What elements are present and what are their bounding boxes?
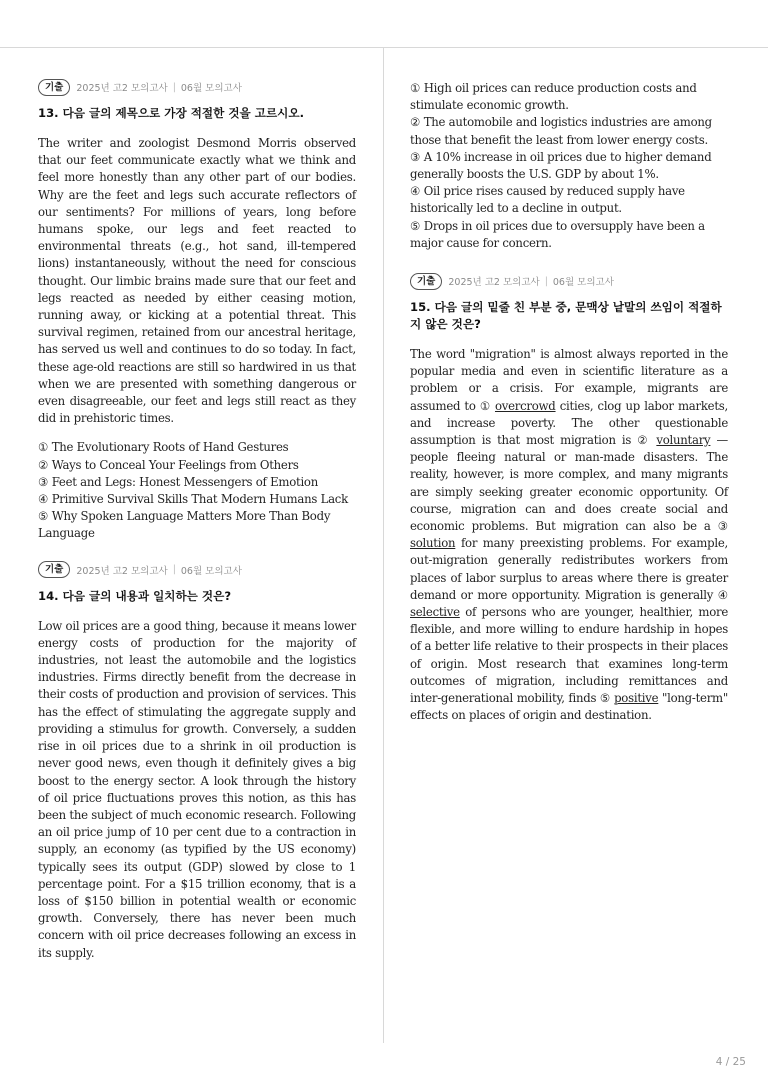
question-meta [38, 561, 356, 579]
passage-text: The word "migration" is almost always reported in the popular media and even in scientific literature as a problem or a crisis. For example, migrants are assumed to ① [410, 347, 728, 413]
question-14 [38, 561, 356, 962]
source-badge: 기출 [38, 561, 70, 578]
exam-month: 06월 모의고사 [180, 83, 242, 94]
q14-answer-options [410, 80, 728, 252]
question-meta [410, 272, 728, 290]
exam-year: 2025년 고2 모의고사 [76, 565, 168, 577]
option-1[interactable]: ① High oil prices can reduce production costs and stimulate economic growth. [410, 81, 697, 113]
exam-month: 06월 모의고사 [552, 277, 614, 289]
right-column [410, 80, 728, 743]
header-divider [0, 47, 768, 48]
question-15 [410, 272, 728, 724]
exam-month: 06월 모의고사 [180, 565, 242, 577]
answer-options [38, 439, 356, 542]
source-badge: 기출 [410, 273, 442, 290]
exam-year: 2025년 고2 모의고사 [76, 83, 168, 94]
question-title: 13. 다음 글의 제목으로 가장 적절한 것을 고르시오. [38, 106, 304, 120]
passage-text: of persons who are younger, healthier, more flexible, and more willing to endure hardship in hopes of a better life relative to their prospects in their places of origin. Most research that examines long-term outcomes of migration, including remittances and inter-generational mobility, finds ⑤ [410, 605, 728, 706]
question-meta [38, 78, 356, 96]
option-1[interactable]: ① The Evolutionary Roots of Hand Gestures [38, 440, 289, 455]
passage-text: — people fleeing natural or man-made disasters. The reality, however, is more complex, and many migrants are simply seeking greater economic opportunity. Of course, migration can and does create social and economic problems. But migration can also be a ③ [410, 433, 728, 534]
question-passage: The writer and zoologist Desmond Morris observed that our feet communicate exactly what we think and feel more honestly than any other part of our bodies. Why are the feet and legs such accurate reflectors of our sentiments? For millions of years, long before humans spoke, our legs and feet reacted to environmental threats (e.g., hot sand, ill-tempered lions) instantaneously, without the need for conscious thought. Our limbic brains made sure that our feet and legs reacted as needed by either ceasing motion, running away, or kicking at a potential threat. This survival regimen, retained from our ancestral heritage, has served us well and continues to do so today. In fact, these age-old reactions are still so hardwired in us that when we are presented with something dangerous or even disagreeable, our feet and legs still react as they did in prehistoric times. [38, 136, 356, 426]
passage-text: "long-term" effects on places of origin and destination. [410, 691, 729, 723]
underlined-word-1: overcrowd [494, 398, 556, 413]
underlined-word-2: voluntary [656, 433, 711, 448]
meta-separator: | [544, 275, 548, 287]
underlined-word-3: solution [410, 536, 456, 551]
question-passage [410, 346, 728, 724]
option-4[interactable]: ④ Primitive Survival Skills That Modern Humans Lack [38, 492, 348, 507]
page-number: 4 / 25 [715, 1056, 746, 1068]
meta-separator: | [172, 564, 176, 576]
exam-year: 2025년 고2 모의고사 [448, 277, 540, 289]
passage-text: cities, clog up labor markets, and increase poverty. The other questionable assumption is that most migration is ② [410, 398, 729, 448]
option-2[interactable]: ② The automobile and logistics industries are among those that benefit the least from lower energy costs. [410, 115, 712, 147]
column-divider [383, 48, 384, 1043]
question-title: 15. 다음 글의 밑줄 친 부분 중, 문맥상 낱말의 쓰임이 적절하지 않은 것은? [410, 300, 722, 332]
option-5[interactable]: ⑤ Why Spoken Language Matters More Than Body Language [38, 509, 331, 541]
source-badge: 기출 [38, 79, 70, 96]
question-13 [38, 78, 356, 543]
option-5[interactable]: ⑤ Drops in oil prices due to oversupply have been a major cause for concern. [410, 218, 705, 250]
passage-text: for many preexisting problems. For example, out-migration generally redistributes workers from places of labor surplus to areas where there is greater demand or more opportunity. Migration is generally ④ [410, 536, 728, 602]
option-4[interactable]: ④ Oil price rises caused by reduced supply have historically led to a decline in output. [410, 184, 685, 216]
left-column [38, 78, 356, 980]
question-passage: Low oil prices are a good thing, because it means lower energy costs of production for the majority of industries, not least the automobile and the logistics industries. Firms directly benefit from the decrease in their costs of production and provision of services. This has the effect of stimulating the aggregate supply and providing a stimulus for growth. Conversely, a sudden rise in oil prices due to a shrink in oil production is never good news, even though it definitely gives a big boost to the energy sector. A look through the history of oil price fluctuations proves this notion, as this has been the subject of much economic research. Following an oil price jump of 10 per cent due to a contraction in supply, an economy (as typified by the US economy) typically sees its output (GDP) slowed by close to 1 percentage point. For a $15 trillion economy, that is a loss of $150 billion in potential wealth or economic growth. Conversely, there has never been much concern with oil price decreases following an excess in its supply. [38, 618, 356, 960]
underlined-word-4: selective [410, 605, 460, 620]
question-title: 14. 다음 글의 내용과 일치하는 것은? [38, 588, 232, 603]
option-3[interactable]: ③ Feet and Legs: Honest Messengers of Emotion [38, 474, 318, 489]
option-3[interactable]: ③ A 10% increase in oil prices due to higher demand generally boosts the U.S. GDP by about 1%. [410, 149, 712, 182]
meta-separator: | [172, 81, 176, 93]
underlined-word-5: positive [614, 691, 659, 706]
option-2[interactable]: ② Ways to Conceal Your Feelings from Others [38, 457, 299, 472]
